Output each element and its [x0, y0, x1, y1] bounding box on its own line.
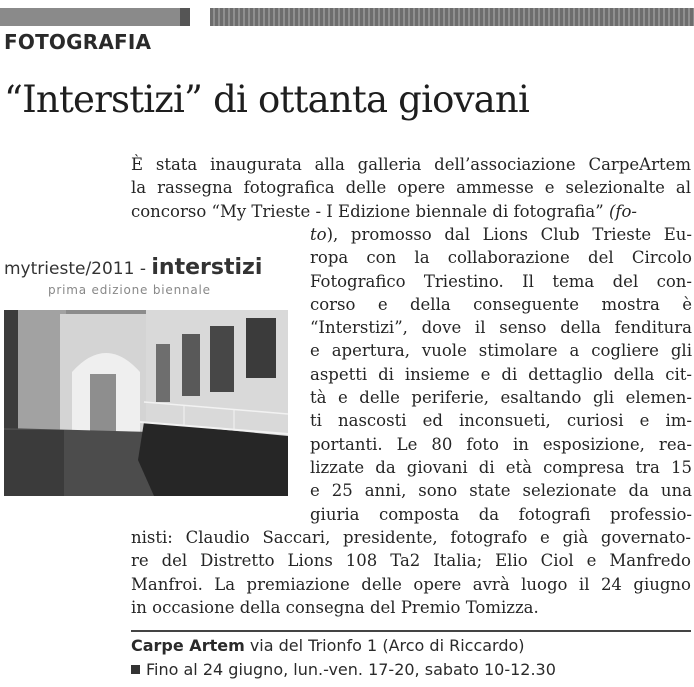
venue-name: Carpe Artem: [131, 636, 245, 655]
article-line: la rassegna fotografica delle opere ammesse e selezionalte al: [131, 178, 691, 198]
article-line: “Interstizi”, dove il senso della fenditura: [310, 318, 692, 338]
photo-caption-title: interstizi: [151, 255, 263, 280]
article-line: portanti. Le 80 foto in esposizione, rea-: [310, 434, 692, 454]
article-line: aspetti di insieme e di dettaglio della cit-: [310, 364, 692, 384]
venue-info: [131, 636, 525, 655]
article-italic-text: (fo-: [608, 201, 638, 221]
hours-info: [131, 660, 556, 679]
header-bar-right: [210, 8, 694, 26]
article-closing: [131, 526, 691, 619]
venue-address: via del Trionfo 1 (Arco di Riccardo): [244, 636, 525, 655]
info-divider: [131, 630, 691, 632]
article-line: Manfroi. La premiazione delle opere avrà luogo il 24 giugno: [131, 574, 691, 594]
article-line: lizzate da giovani di età compresa tra 15: [310, 457, 692, 477]
header-bar-left: [0, 8, 190, 26]
article-photo: [4, 310, 288, 496]
article-line: nisti: Claudio Saccari, presidente, fotografo e già governato-: [131, 528, 691, 547]
article-line: ti nascosti ed inconsueti, curiosi e im-: [310, 411, 692, 431]
article-line: Fotografico Triestino. Il tema del con-: [310, 271, 692, 291]
article-line: e 25 anni, sono state selezionate da una: [310, 481, 692, 501]
article-line: e apertura, vuole stimolare a cogliere gli: [310, 341, 692, 361]
photo-image: [4, 310, 288, 496]
article-intro: [131, 153, 691, 223]
square-bullet-icon: [131, 665, 140, 674]
article-line: re del Distretto Lions 108 Ta2 Italia; Elio Ciol e Manfredo: [131, 551, 691, 571]
article-line: tà e delle periferie, esaltando gli elemen-: [310, 388, 692, 408]
article-line: È stata inaugurata alla galleria dell’associazione CarpeArtem: [131, 155, 691, 174]
article-line: to), promosso dal Lions Club Trieste Eu-: [310, 225, 692, 244]
article-right-column: [310, 223, 692, 526]
section-label: FOTOGRAFIA: [4, 30, 152, 54]
article-line: in occasione della consegna del Premio Tomizza.: [131, 597, 539, 617]
headline: “Interstizi” di ottanta giovani: [4, 78, 529, 121]
article-line: concorso “My Trieste - I Edizione biennale di fotografia” (fo-: [131, 201, 638, 221]
article-line: ropa con la collaborazione del Circolo: [310, 248, 692, 268]
opening-hours: Fino al 24 giugno, lun.-ven. 17-20, sabato 10-12.30: [146, 660, 556, 679]
article-line: corso e della conseguente mostra è: [310, 294, 692, 314]
photo-caption: mytrieste/2011 - interstizi: [4, 255, 263, 280]
article-line: giuria composta da fotografi professio-: [310, 504, 692, 524]
photo-subcaption: prima edizione biennale: [48, 283, 211, 297]
